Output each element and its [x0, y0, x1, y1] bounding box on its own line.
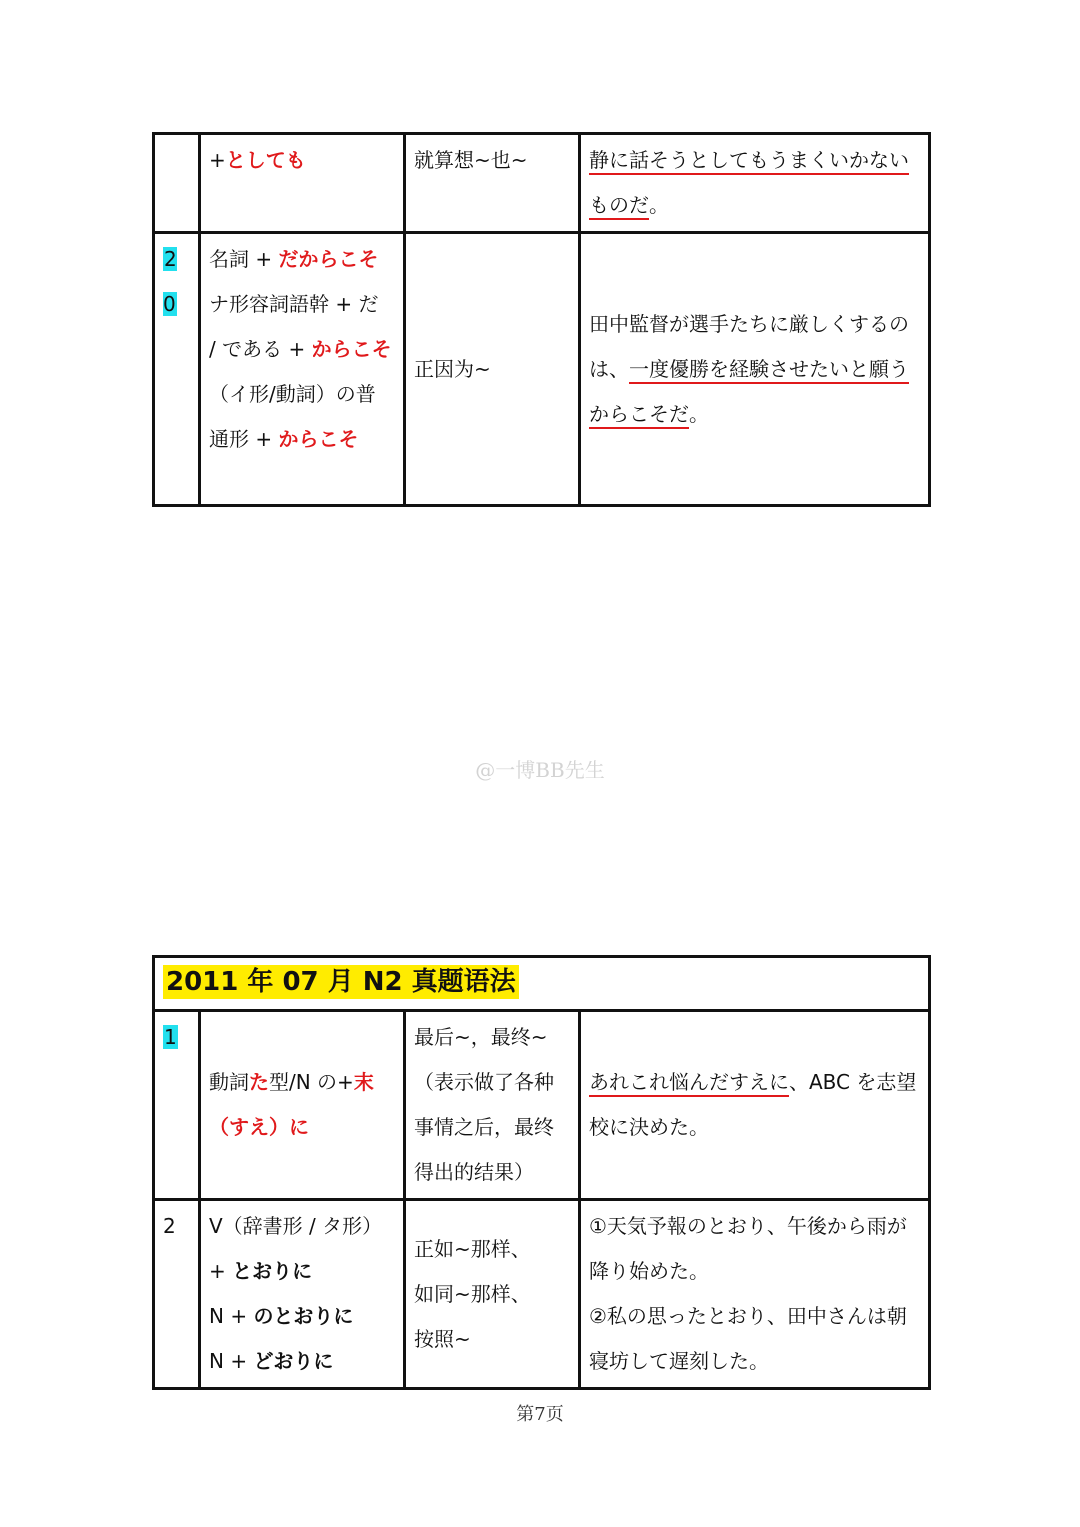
example-cell [580, 233, 930, 506]
example-text: ①天気予報のとおり、午後から雨が降り始めた。 [589, 1214, 907, 1283]
row-number-cell [154, 1011, 200, 1200]
pattern-line [209, 1339, 395, 1384]
example-text: ②私の思ったとおり、田中さんは朝寝坊して遅刻した。 [589, 1304, 907, 1373]
pattern-cell [200, 233, 405, 506]
example-end: 。 [649, 193, 669, 217]
example-cell [580, 1200, 930, 1389]
pattern-plus: + [209, 148, 226, 172]
table-title-row [154, 957, 930, 1011]
meaning-cell [405, 134, 580, 233]
table-row [154, 1200, 930, 1389]
pattern-keyword: た [249, 1070, 269, 1094]
pattern-line [209, 327, 395, 372]
table-row [154, 233, 930, 506]
pattern-text: N + [209, 1304, 254, 1328]
table-row [154, 1011, 930, 1200]
pattern-line [209, 1294, 395, 1339]
table-row [154, 134, 930, 233]
section-title: 2011 年 07 月 N2 真题语法 [163, 965, 519, 999]
meaning-cell [405, 1200, 580, 1389]
pattern-line [209, 282, 395, 327]
pattern-line [209, 417, 395, 462]
pattern-text: 名詞 + [209, 247, 279, 271]
example-underlined: あれこれ悩んだすえに [589, 1070, 789, 1094]
example-cell [580, 134, 930, 233]
pattern-text: 動詞 [209, 1070, 249, 1094]
pattern-text: 通形 + [209, 427, 279, 451]
pattern-line [209, 1204, 395, 1249]
example-text: 、ABC を志望校に決めた。 [589, 1070, 917, 1139]
meaning-line: 如同~那样、 [414, 1281, 531, 1306]
pattern-keyword: どおりに [253, 1349, 334, 1373]
pattern-keyword: 末 [353, 1070, 374, 1094]
pattern-text: N + [209, 1349, 254, 1373]
pattern-keyword: からこそ [311, 337, 392, 361]
title-cell [154, 957, 930, 1011]
watermark: @一博BB先生 [475, 758, 605, 782]
pattern-text: ナ形容詞語幹 + だ [209, 292, 379, 316]
meaning-cell [405, 1011, 580, 1200]
example-text: 田中監督が選手たちに厳しくするのは、 [589, 311, 909, 381]
meaning-text: 就算想~也~ [414, 148, 528, 172]
pattern-text: + [209, 1259, 233, 1283]
grammar-table-1 [152, 132, 931, 507]
example-underlined: 静に話そうとしてもうまくいかないものだ [589, 148, 909, 217]
row-number: 20 [163, 247, 177, 316]
meaning-line: 正如~那样、 [414, 1236, 531, 1261]
example-cell [580, 1011, 930, 1200]
page-number: 第7页 [516, 1404, 564, 1425]
pattern-text: （イ形/動詞）の普 [209, 382, 376, 406]
pattern-keyword: だからこそ [278, 247, 379, 271]
pattern-cell [200, 1011, 405, 1200]
pattern-line [209, 237, 395, 282]
grammar-table-2 [152, 955, 931, 1390]
meaning-text: 最后~，最终~（表示做了各种事情之后，最终得出的结果） [414, 1025, 554, 1184]
pattern-cell [200, 134, 405, 233]
row-number-cell [154, 134, 200, 233]
pattern-keyword: （すえ）に [209, 1115, 309, 1139]
pattern-cell [200, 1200, 405, 1389]
pattern-text: V（辞書形 / タ形） [209, 1214, 383, 1238]
row-number: 2 [163, 1214, 176, 1238]
pattern-text: 型/N の+ [269, 1070, 354, 1094]
example-underlined: 一度優勝を経験させたいと願うからこそだ [589, 356, 909, 426]
row-number-cell [154, 1200, 200, 1389]
pattern-line [209, 1249, 395, 1294]
pattern-line [209, 372, 395, 417]
row-number: 1 [164, 1025, 177, 1049]
pattern-keyword: とおりに [232, 1259, 313, 1283]
pattern-text: / である + [209, 337, 312, 361]
meaning-cell [405, 233, 580, 506]
meaning-line: 按照~ [414, 1326, 471, 1351]
pattern-keyword: のとおりに [253, 1304, 354, 1328]
row-number-cell [154, 233, 200, 506]
pattern-keyword: としても [225, 148, 306, 172]
example-end: 。 [689, 401, 709, 426]
meaning-text: 正因为~ [414, 356, 491, 381]
pattern-keyword: からこそ [278, 427, 359, 451]
